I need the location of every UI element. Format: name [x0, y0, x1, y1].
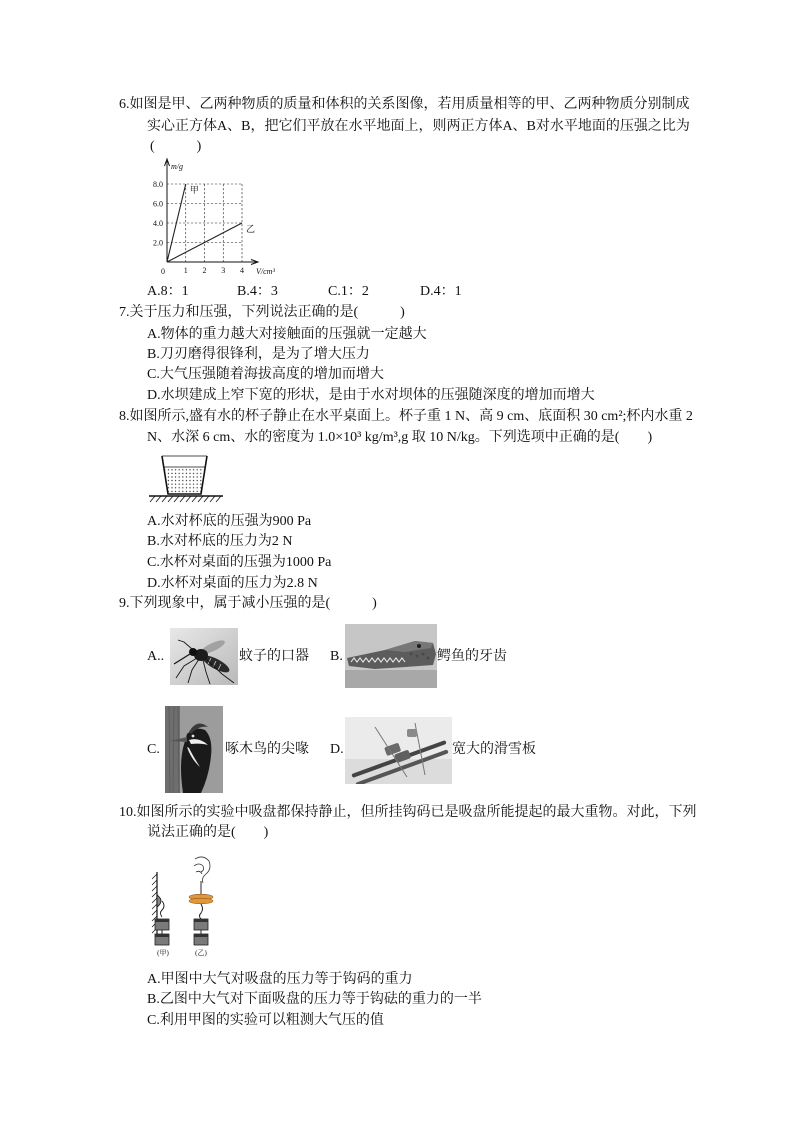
q9-option-c-caption: 啄木鸟的尖喙 — [225, 742, 309, 757]
q9-option-a-caption: 蚊子的口器 — [239, 649, 309, 664]
q8-option-a: A.水对杯底的压强为900 Pa — [147, 514, 312, 529]
q9-option-b-caption: 鳄鱼的牙齿 — [437, 649, 507, 664]
x-tick-label: 3 — [221, 266, 226, 275]
y-tick-label: 4.0 — [153, 219, 163, 228]
snowboard-skis-photo — [345, 717, 452, 784]
y-axis-label: m/g — [171, 162, 183, 171]
q7-stem: 7.关于压力和压强，下列说法正确的是( ) — [119, 305, 405, 320]
q6-option-d: D.4：1 — [420, 284, 462, 299]
q8-stem-line-1: 8.如图所示,盛有水的杯子静止在水平桌面上。杯子重 1 N、高 9 cm、底面积 30 cm²;杯内水重 2 — [119, 409, 693, 424]
series-label: 甲 — [189, 185, 199, 195]
q10-stem-line-2: 说法正确的是( ) — [147, 825, 269, 840]
q8-option-b: B.水对杯底的压力为2 N — [147, 534, 293, 549]
figure-label-jia: (甲) — [157, 949, 169, 957]
q7-option-d: D.水坝建成上窄下宽的形状，是由于水对坝体的压强随深度的增加而增大 — [147, 388, 595, 403]
y-tick-label: 2.0 — [153, 238, 163, 248]
weight-block-top — [155, 919, 169, 922]
q7-option-a: A.物体的重力越大对接触面的压强就一定越大 — [147, 327, 427, 342]
q10-option-b: B.乙图中大气对下面吸盘的压力等于钩砝的重力的一半 — [147, 992, 482, 1007]
origin-label: 0 — [161, 267, 165, 276]
mass-volume-graph — [140, 155, 285, 280]
q10-option-a: A.甲图中大气对吸盘的压力等于钩码的重力 — [147, 972, 413, 987]
q9-option-d-letter: D. — [330, 742, 344, 757]
weight-block-top — [155, 934, 169, 937]
weight-block-top — [194, 919, 208, 922]
woodpecker-photo — [165, 706, 223, 793]
series-line — [167, 184, 186, 262]
x-tick-label: 1 — [183, 266, 188, 275]
q9-stem: 9.下列现象中，属于减小压强的是( ) — [119, 596, 377, 611]
figure-label-yi: (乙) — [195, 949, 207, 957]
water-cup-figure — [145, 450, 230, 506]
y-tick-label: 8.0 — [153, 180, 163, 189]
suction-cup-figure — [145, 855, 225, 960]
crocodile-photo — [345, 624, 437, 688]
lower-suction-cup — [189, 898, 213, 904]
q8-option-c: C.水杯对桌面的压强为1000 Pa — [147, 555, 332, 570]
table-hatching — [150, 496, 221, 502]
cup-hook — [200, 904, 203, 919]
x-tick-label: 2 — [202, 266, 207, 275]
q10-option-c: C.利用甲图的实验可以粗测大气压的值 — [147, 1013, 384, 1028]
q7-option-b: B.刀刃磨得很锋利，是为了增大压力 — [147, 347, 370, 362]
weight-block-top — [194, 934, 208, 937]
q8-stem-line-2: N、水深 6 cm、水的密度为 1.0×10³ kg/m³,g 取 10 N/kg。下列选项中正确的是( ) — [147, 430, 653, 445]
q9-option-d-caption: 宽大的滑雪板 — [452, 742, 536, 757]
series-label: 乙 — [246, 224, 256, 234]
q6-stem-line-2: 实心正方体A、B，把它们平放在水平地面上，则两正方体A、B对水平地面的压强之比为 — [147, 119, 690, 134]
q7-option-c: C.大气压强随着海拔高度的增加而增大 — [147, 367, 384, 382]
q9-option-c-letter: C. — [147, 742, 160, 757]
q6-answer-blank: ( ) — [150, 139, 202, 154]
y-tick-label: 6.0 — [153, 199, 163, 209]
q6-option-c: C.1：2 — [328, 284, 369, 299]
q9-option-b-letter: B. — [330, 649, 343, 664]
q6-option-b: B.4：3 — [237, 284, 278, 299]
hand-drawing — [194, 857, 210, 883]
wall-hook — [161, 901, 165, 917]
q8-option-d: D.水杯对桌面的压力为2.8 N — [147, 576, 318, 591]
x-tick-label: 4 — [240, 266, 244, 275]
mosquito-photo — [170, 628, 238, 685]
wall-suction-cup — [157, 895, 161, 907]
q9-option-a-letter: A.. — [147, 649, 165, 664]
q10-stem-line-1: 10.如图所示的实验中吸盘都保持静止，但所挂钩码已是吸盘所能提起的最大重物。对此，下列 — [119, 805, 697, 820]
q6-stem-line-1: 6.如图是甲、乙两种物质的质量和体积的关系图像，若用质量相等的甲、乙两种物质分别制成 — [119, 97, 690, 112]
water-body — [164, 467, 205, 494]
q6-option-a: A.8：1 — [147, 284, 189, 299]
x-axis-label: V/cm³ — [256, 267, 275, 276]
